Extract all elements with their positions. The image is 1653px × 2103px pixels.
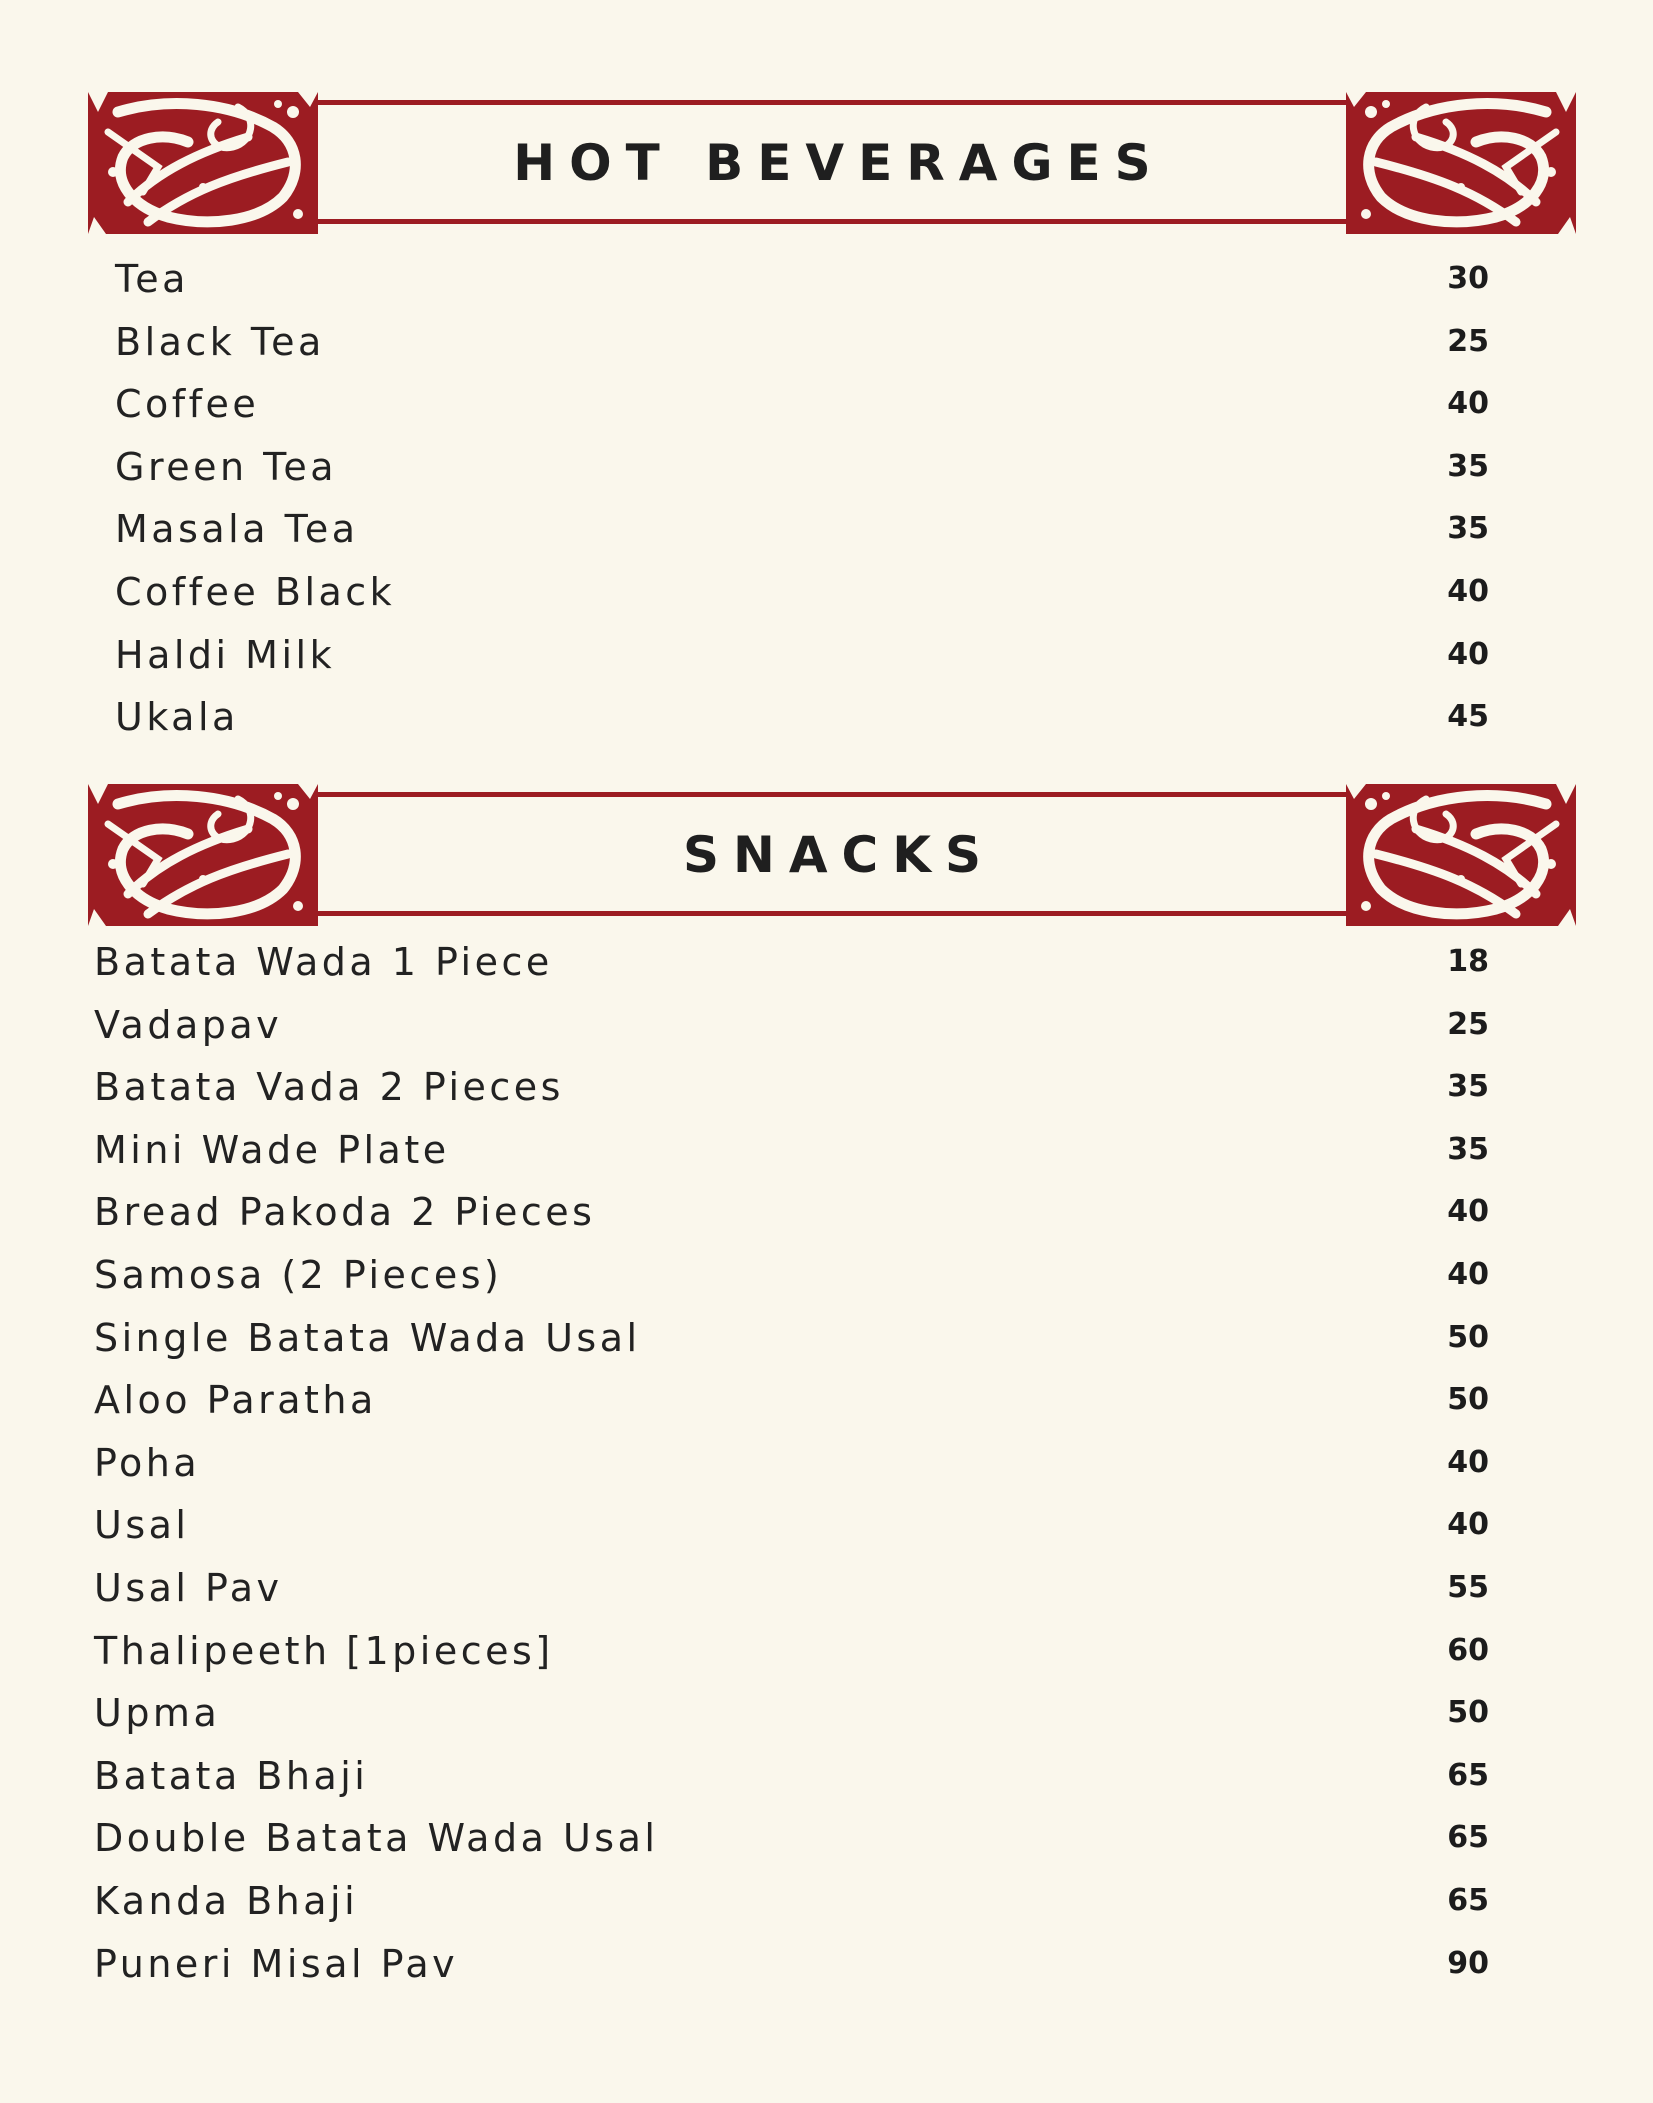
- list-item: [0, 1181, 1653, 1243]
- item-price: 40: [1447, 1444, 1489, 1480]
- list-item: [0, 248, 1653, 310]
- item-price: 50: [1447, 1695, 1489, 1731]
- item-name: Poha: [94, 1440, 201, 1485]
- item-price: 35: [1447, 448, 1489, 484]
- section-header-hot-beverages: [88, 92, 1576, 234]
- item-price: 40: [1447, 386, 1489, 422]
- list-item: [0, 1056, 1653, 1118]
- item-price: 35: [1447, 511, 1489, 547]
- item-name: Vadapav: [94, 1002, 283, 1047]
- item-price: 25: [1447, 323, 1489, 359]
- item-price: 55: [1447, 1570, 1489, 1605]
- list-item: [0, 624, 1653, 686]
- item-name: Masala Tea: [115, 507, 359, 552]
- item-name: Kanda Bhaji: [94, 1879, 359, 1923]
- item-price: 40: [1447, 574, 1489, 609]
- item-name: Coffee: [115, 382, 260, 427]
- item-name: Coffee Black: [115, 570, 396, 614]
- section-header-snacks: [88, 784, 1576, 926]
- item-price: 65: [1447, 1757, 1489, 1793]
- list-item: [0, 1119, 1653, 1181]
- list-item: [0, 561, 1653, 623]
- item-price: 90: [1447, 1945, 1489, 1981]
- list-item: [0, 1369, 1653, 1431]
- item-name: Tea: [115, 257, 189, 301]
- item-price: 60: [1447, 1632, 1489, 1668]
- list-item: [0, 1432, 1653, 1494]
- item-price: 30: [1447, 261, 1489, 296]
- list-item: [0, 1620, 1653, 1682]
- section-title: SNACKS: [682, 826, 995, 884]
- item-price: 65: [1447, 1883, 1489, 1918]
- list-item: [0, 1494, 1653, 1556]
- item-name: Usal Pav: [94, 1566, 283, 1610]
- item-name: Single Batata Wada Usal: [94, 1315, 641, 1360]
- item-price: 40: [1447, 1257, 1489, 1292]
- item-name: Haldi Milk: [115, 632, 336, 677]
- item-price: 50: [1447, 1382, 1489, 1418]
- item-name: Puneri Misal Pav: [94, 1941, 459, 1986]
- item-price: 50: [1447, 1319, 1489, 1355]
- item-price: 45: [1447, 699, 1489, 735]
- list-item: [0, 498, 1653, 560]
- item-name: Green Tea: [115, 444, 338, 489]
- list-item: [0, 1807, 1653, 1869]
- item-price: 65: [1447, 1820, 1489, 1856]
- list-item: [0, 1682, 1653, 1744]
- list-item: [0, 1933, 1653, 1995]
- list-item: [0, 931, 1653, 993]
- item-price: 40: [1447, 1194, 1489, 1230]
- item-name: Upma: [94, 1691, 221, 1736]
- item-price: 40: [1447, 636, 1489, 672]
- item-name: Batata Bhaji: [94, 1753, 369, 1798]
- item-name: Thalipeeth [1pieces]: [94, 1628, 554, 1673]
- item-price: 25: [1447, 1006, 1489, 1042]
- item-name: Ukala: [115, 695, 239, 740]
- list-item: [0, 373, 1653, 435]
- list-item: [0, 311, 1653, 373]
- item-price: 40: [1447, 1507, 1489, 1543]
- item-name: Bread Pakoda 2 Pieces: [94, 1190, 596, 1235]
- list-item: [0, 1557, 1653, 1619]
- item-name: Mini Wade Plate: [94, 1127, 450, 1172]
- item-price: 35: [1447, 1131, 1489, 1167]
- list-item: [0, 1745, 1653, 1807]
- list-item: [0, 1244, 1653, 1306]
- item-price: 18: [1447, 944, 1489, 979]
- item-name: Usal: [94, 1503, 190, 1548]
- section-title: HOT BEVERAGES: [513, 134, 1165, 192]
- item-name: Samosa (2 Pieces): [94, 1253, 503, 1297]
- item-name: Black Tea: [115, 319, 325, 364]
- item-name: Batata Wada 1 Piece: [94, 940, 553, 984]
- list-item: [0, 436, 1653, 498]
- item-name: Aloo Paratha: [94, 1378, 377, 1423]
- list-item: [0, 1870, 1653, 1932]
- list-item: [0, 1307, 1653, 1369]
- item-price: 35: [1447, 1069, 1489, 1105]
- item-name: Batata Vada 2 Pieces: [94, 1065, 564, 1110]
- list-item: [0, 994, 1653, 1056]
- item-name: Double Batata Wada Usal: [94, 1816, 659, 1861]
- list-item: [0, 686, 1653, 748]
